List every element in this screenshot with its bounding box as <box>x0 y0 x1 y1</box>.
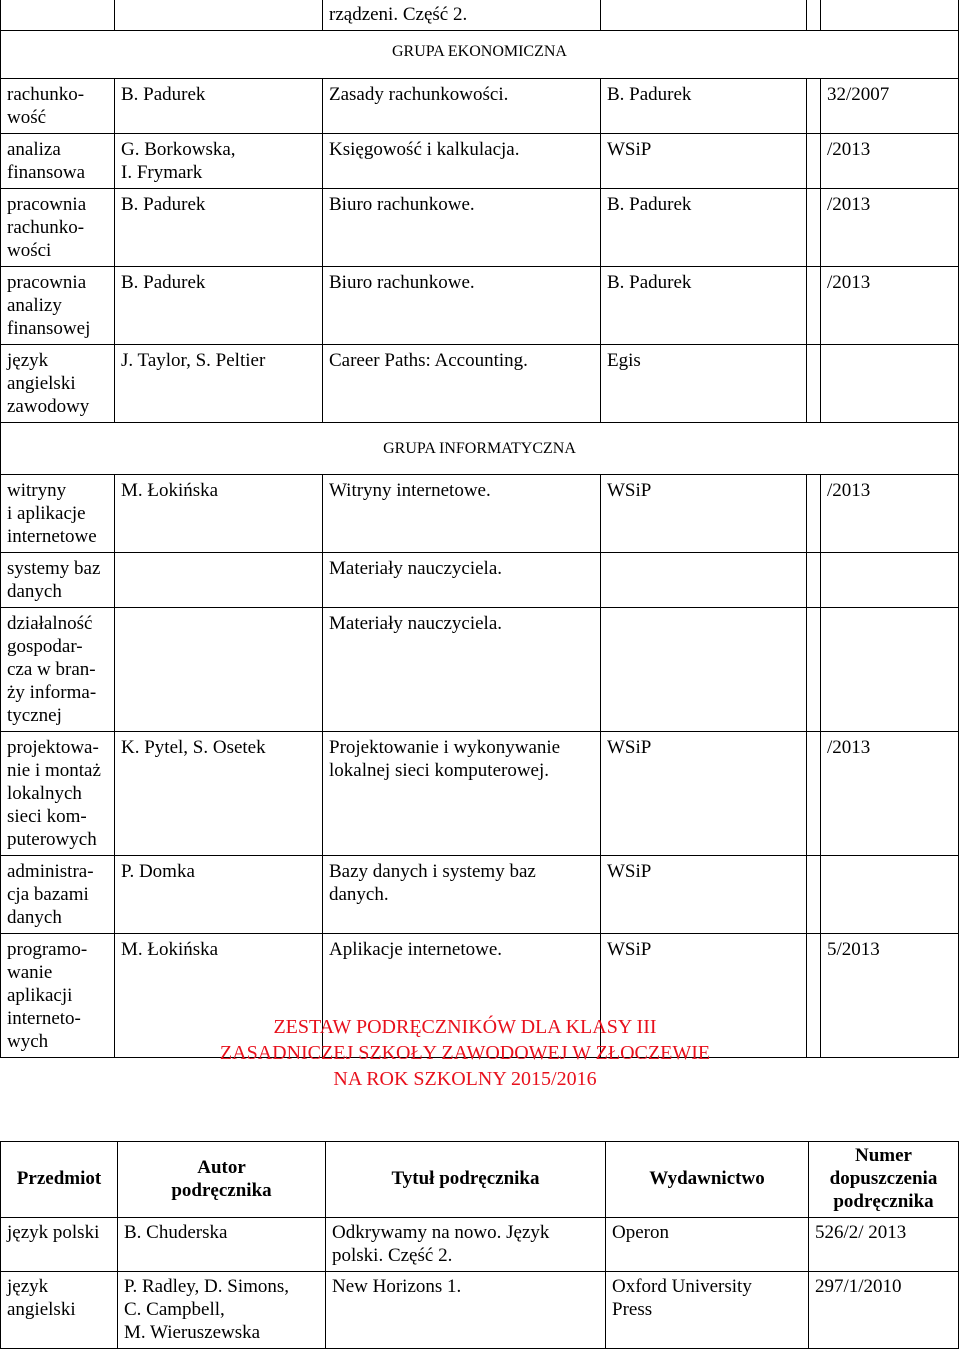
table-row <box>1 1218 959 1272</box>
number-cell: /2013 <box>821 134 959 189</box>
subject-cell: projektowa- nie i montaż lokalnych sieci kom- puterowych <box>1 732 115 856</box>
group-heading: GRUPA EKONOMICZNA <box>1 31 959 79</box>
group-heading-row <box>1 423 959 475</box>
publisher-cell: Egis <box>601 345 807 423</box>
publisher-cell: WSiP <box>601 856 807 934</box>
section-heading <box>0 1014 930 1092</box>
publisher-cell <box>601 608 807 732</box>
title-cell: Biuro rachunkowe. <box>323 267 601 345</box>
author-cell: M. Łokińska <box>115 475 323 553</box>
subject-cell: administra- cja bazami danych <box>1 856 115 934</box>
column-header: Numer dopuszczenia podręcznika <box>809 1142 959 1218</box>
author-cell <box>115 608 323 732</box>
table-row <box>1 856 959 934</box>
table-row <box>1 0 959 31</box>
publisher-cell: WSiP <box>601 934 807 1058</box>
publisher-cell: WSiP <box>601 134 807 189</box>
author-cell: B. Padurek <box>115 189 323 267</box>
subject-cell: język angielski <box>1 1272 118 1349</box>
subject-cell: język angielski zawodowy <box>1 345 115 423</box>
subject-cell: pracownia rachunko- wości <box>1 189 115 267</box>
number-cell <box>821 856 959 934</box>
author-cell: P. Domka <box>115 856 323 934</box>
author-cell: M. Łokińska <box>115 934 323 1058</box>
publisher-cell: WSiP <box>601 475 807 553</box>
number-cell: /2013 <box>821 732 959 856</box>
column-header: Przedmiot <box>1 1142 118 1218</box>
subject-cell: analiza finansowa <box>1 134 115 189</box>
number-cell: /2013 <box>821 267 959 345</box>
table-row <box>1 608 959 732</box>
title-cell: Odkrywamy na nowo. Język polski. Część 2. <box>326 1218 606 1272</box>
number-cell <box>821 553 959 608</box>
title-cell: Materiały nauczyciela. <box>323 608 601 732</box>
author-cell: B. Padurek <box>115 79 323 134</box>
subject-cell: pracownia analizy finansowej <box>1 267 115 345</box>
author-cell <box>115 553 323 608</box>
title-cell: Projektowanie i wykonywanie lokalnej sieci komputerowej. <box>323 732 601 856</box>
number-cell: /2013 <box>821 189 959 267</box>
subject-cell: działalność gospodar- cza w bran- ży informa- tycznej <box>1 608 115 732</box>
title-cell: Materiały nauczyciela. <box>323 553 601 608</box>
title-cell: New Horizons 1. <box>326 1272 606 1349</box>
table-row <box>1 475 959 553</box>
author-cell: P. Radley, D. Simons, C. Campbell, M. Wieruszewska <box>118 1272 326 1349</box>
subject-cell: witryny i aplikacje internetowe <box>1 475 115 553</box>
book-title: rządzeni. Część 2. <box>323 0 601 31</box>
publisher-cell: B. Padurek <box>601 79 807 134</box>
heading-line: ZASADNICZEJ SZKOŁY ZAWODOWEJ W ZŁOCZEWIE <box>219 1042 711 1064</box>
author-cell: B. Padurek <box>115 267 323 345</box>
table-row <box>1 189 959 267</box>
subject-cell: rachunko- wość <box>1 79 115 134</box>
table-row <box>1 345 959 423</box>
publisher-cell: B. Padurek <box>601 189 807 267</box>
title-cell: Witryny internetowe. <box>323 475 601 553</box>
author-cell: K. Pytel, S. Osetek <box>115 732 323 856</box>
subject-cell: język polski <box>1 1218 118 1272</box>
title-cell: Księgowość i kalkulacja. <box>323 134 601 189</box>
textbook-table-class-3 <box>0 1141 959 1349</box>
number-cell: 32/2007 <box>821 79 959 134</box>
heading-line: ZESTAW PODRĘCZNIKÓW DLA KLASY III <box>273 1016 657 1038</box>
title-cell: Biuro rachunkowe. <box>323 189 601 267</box>
table-row <box>1 267 959 345</box>
publisher-cell <box>601 553 807 608</box>
number-cell <box>821 608 959 732</box>
publisher-cell: Operon <box>606 1218 809 1272</box>
title-cell: Zasady rachunkowości. <box>323 79 601 134</box>
group-heading-row <box>1 31 959 79</box>
column-header: Wydawnictwo <box>606 1142 809 1218</box>
publisher-cell: Oxford University Press <box>606 1272 809 1349</box>
number-cell: 5/2013 <box>821 934 959 1058</box>
publisher-cell: WSiP <box>601 732 807 856</box>
publisher-cell: B. Padurek <box>601 267 807 345</box>
title-cell: Bazy danych i systemy baz danych. <box>323 856 601 934</box>
subject-cell: systemy baz danych <box>1 553 115 608</box>
number-cell: 526/2/ 2013 <box>809 1218 959 1272</box>
title-cell: Aplikacje internetowe. <box>323 934 601 1058</box>
number-cell <box>821 345 959 423</box>
number-cell: /2013 <box>821 475 959 553</box>
author-cell: J. Taylor, S. Peltier <box>115 345 323 423</box>
column-header: Autor podręcznika <box>118 1142 326 1218</box>
table-row <box>1 732 959 856</box>
header-row <box>1 1142 959 1218</box>
title-cell: Career Paths: Accounting. <box>323 345 601 423</box>
table-row <box>1 553 959 608</box>
heading-line: NA ROK SZKOLNY 2015/2016 <box>333 1068 597 1090</box>
table-row <box>1 1272 959 1349</box>
group-heading: GRUPA INFORMATYCZNA <box>1 423 959 475</box>
number-cell: 297/1/2010 <box>809 1272 959 1349</box>
column-header: Tytuł podręcznika <box>326 1142 606 1218</box>
table-row <box>1 134 959 189</box>
author-cell: G. Borkowska, I. Frymark <box>115 134 323 189</box>
subject-cell: programo- wanie aplikacji interneto- wych <box>1 934 115 1058</box>
table-row <box>1 79 959 134</box>
author-cell: B. Chuderska <box>118 1218 326 1272</box>
